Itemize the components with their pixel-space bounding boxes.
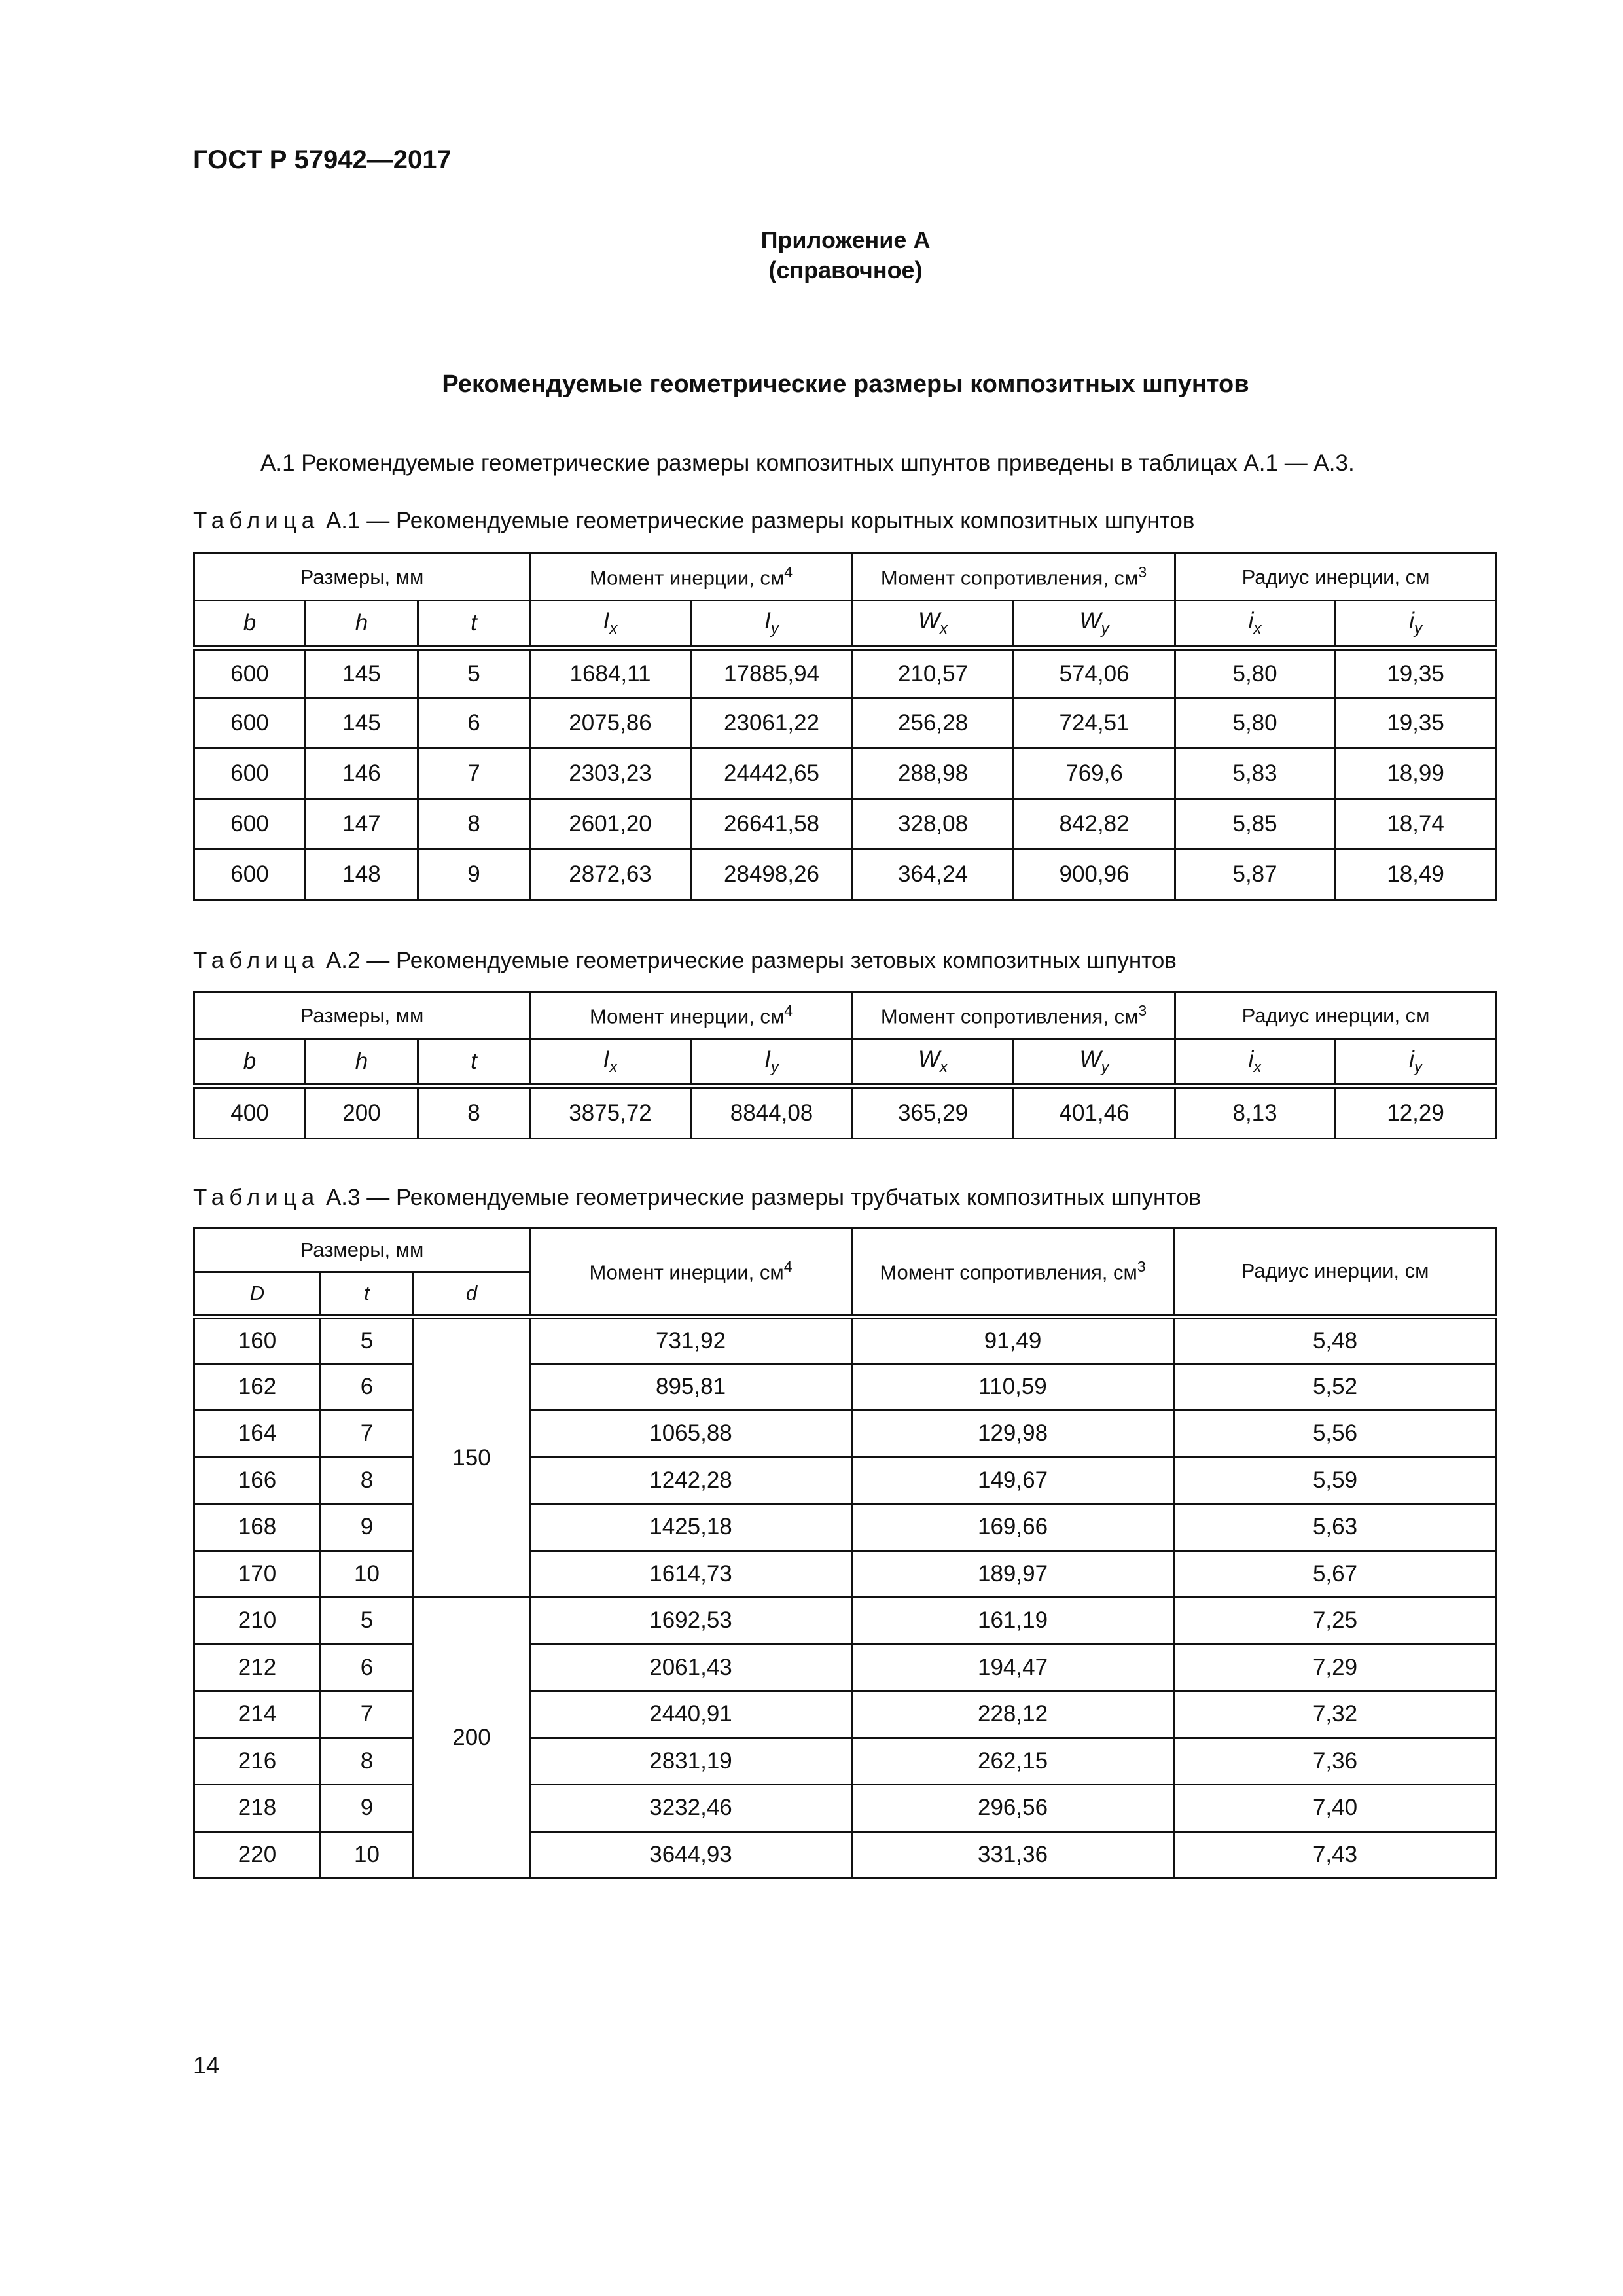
table-cell: 7,32 [1174, 1691, 1497, 1738]
table-cell: 162 [194, 1363, 321, 1410]
table-row [194, 749, 1497, 799]
table-row [194, 1598, 1497, 1645]
table-word: Таблица [193, 948, 320, 973]
table-cell: 149,67 [852, 1457, 1174, 1504]
table-cell: 17885,94 [691, 648, 853, 698]
symbol-h: h [306, 601, 418, 648]
table-cell: 600 [194, 749, 306, 799]
table-cell: 401,46 [1014, 1086, 1175, 1139]
inertia-header-text: Момент инерции, см [590, 1005, 785, 1028]
symbol-wx [853, 1039, 1014, 1086]
symbol-letter: W [1079, 1047, 1101, 1072]
table-cell: 5,80 [1175, 698, 1335, 749]
resistance-header [852, 1228, 1174, 1317]
table-cell: 574,06 [1014, 648, 1175, 698]
symbol-letter: i [1409, 1047, 1414, 1072]
table-cell: 7,40 [1174, 1785, 1497, 1832]
table-cell: 5 [418, 648, 530, 698]
symbol-letter: I [764, 608, 771, 634]
table-cell: 166 [194, 1457, 321, 1504]
table-row [194, 1644, 1497, 1691]
symbol-radius-y [1335, 601, 1497, 648]
symbol-radius-y [1335, 1039, 1497, 1086]
table-cell: 1065,88 [530, 1410, 852, 1458]
table-cell: 288,98 [853, 749, 1014, 799]
inertia-exponent: 4 [784, 1002, 793, 1020]
table-row [194, 1504, 1497, 1551]
symbol-ix [530, 1039, 691, 1086]
table-row [194, 1785, 1497, 1832]
symbol-subscript: x [940, 620, 948, 637]
table-cell: 194,47 [852, 1644, 1174, 1691]
section-title: Рекомендуемые геометрические размеры композитных шпунтов [442, 370, 1249, 398]
table-cell: 147 [306, 799, 418, 850]
symbol-letter: i [1409, 608, 1414, 634]
symbol-letter: W [1079, 608, 1101, 634]
table-row [194, 648, 1497, 698]
symbol-letter: i [1248, 608, 1254, 634]
table-a2-header-row [194, 992, 1497, 1039]
symbol-letter: I [603, 1047, 610, 1072]
symbol-subscript: y [1414, 1058, 1422, 1076]
inertia-header-text: Момент инерции, см [589, 1261, 784, 1284]
symbol-wy [1014, 1039, 1175, 1086]
symbol-d: d [414, 1272, 530, 1317]
table-a2 [193, 991, 1497, 1139]
table-cell: 5,85 [1175, 799, 1335, 850]
table-cell: 328,08 [853, 799, 1014, 850]
group-d-cell: 200 [414, 1598, 530, 1878]
symbol-radius-x [1175, 1039, 1335, 1086]
dims-header: Размеры, мм [194, 992, 530, 1039]
table-cell: 364,24 [853, 850, 1014, 900]
table-cell: 731,92 [530, 1317, 852, 1364]
table-cell: 256,28 [853, 698, 1014, 749]
table-cell: 895,81 [530, 1363, 852, 1410]
table-cell: 5 [321, 1598, 414, 1645]
symbol-D: D [194, 1272, 321, 1317]
table-cell: 6 [321, 1363, 414, 1410]
table-cell: 10 [321, 1831, 414, 1878]
table-cell: 8 [418, 1086, 530, 1139]
table-cell: 8 [418, 799, 530, 850]
inertia-exponent: 4 [783, 1257, 793, 1275]
table-row [194, 1317, 1497, 1364]
page-number: 14 [193, 2052, 220, 2079]
resistance-exponent: 3 [1137, 1257, 1146, 1275]
table-cell: 145 [306, 648, 418, 698]
table-cell: 216 [194, 1738, 321, 1785]
table-cell: 3875,72 [530, 1086, 691, 1139]
table-cell: 9 [321, 1785, 414, 1832]
symbol-letter: W [918, 608, 940, 634]
table-a3-header-row [194, 1228, 1497, 1272]
table-cell: 189,97 [852, 1551, 1174, 1598]
table-cell: 842,82 [1014, 799, 1175, 850]
radius-header: Радиус инерции, см [1175, 554, 1497, 601]
table-cell: 168 [194, 1504, 321, 1551]
table-cell: 400 [194, 1086, 306, 1139]
table-cell: 160 [194, 1317, 321, 1364]
table-row [194, 1738, 1497, 1785]
symbol-letter: I [764, 1047, 771, 1072]
table-cell: 91,49 [852, 1317, 1174, 1364]
symbol-letter: W [918, 1047, 940, 1072]
resistance-header-text: Момент сопротивления, см [880, 1261, 1137, 1284]
table-cell: 18,74 [1335, 799, 1497, 850]
table-cell: 220 [194, 1831, 321, 1878]
symbol-ix [530, 601, 691, 648]
symbol-subscript: y [1414, 620, 1422, 637]
table-cell: 600 [194, 698, 306, 749]
table-cell: 1614,73 [530, 1551, 852, 1598]
table-a1 [193, 552, 1497, 901]
symbol-subscript: y [770, 1058, 779, 1076]
table-cell: 210 [194, 1598, 321, 1645]
symbol-subscript: x [940, 1058, 948, 1076]
table-word: Таблица [193, 508, 320, 533]
symbol-subscript: x [609, 1058, 618, 1076]
table-cell: 7,25 [1174, 1598, 1497, 1645]
table-cell: 6 [321, 1644, 414, 1691]
table-cell: 7,29 [1174, 1644, 1497, 1691]
dims-header: Размеры, мм [194, 554, 530, 601]
table-cell: 8 [321, 1738, 414, 1785]
symbol-radius-x [1175, 601, 1335, 648]
table-cell: 2601,20 [530, 799, 691, 850]
table-cell: 18,99 [1335, 749, 1497, 799]
resistance-header-text: Момент сопротивления, см [880, 566, 1139, 590]
table-cell: 7 [418, 749, 530, 799]
dims-header: Размеры, мм [194, 1228, 530, 1272]
table-cell: 24442,65 [691, 749, 853, 799]
appendix-type: (справочное) [768, 257, 923, 283]
table-row [194, 850, 1497, 900]
table-a2-caption-text: А.2 — Рекомендуемые геометрические размеры зетовых композитных шпунтов [319, 948, 1177, 973]
resistance-header-text: Момент сопротивления, см [880, 1005, 1139, 1028]
table-cell: 5,63 [1174, 1504, 1497, 1551]
table-cell: 18,49 [1335, 850, 1497, 900]
radius-header: Радиус инерции, см [1174, 1228, 1497, 1317]
symbol-subscript: x [1253, 620, 1262, 637]
table-cell: 5,83 [1175, 749, 1335, 799]
resistance-exponent: 3 [1138, 1002, 1147, 1020]
table-cell: 7,36 [1174, 1738, 1497, 1785]
symbol-subscript: x [1253, 1058, 1262, 1076]
table-cell: 161,19 [852, 1598, 1174, 1645]
symbol-b: b [194, 601, 306, 648]
table-cell: 1684,11 [530, 648, 691, 698]
inertia-header-text: Момент инерции, см [590, 566, 785, 590]
table-cell: 169,66 [852, 1504, 1174, 1551]
table-row [194, 1363, 1497, 1410]
table-a1-header-row [194, 554, 1497, 601]
table-cell: 600 [194, 648, 306, 698]
table-cell: 5 [321, 1317, 414, 1364]
inertia-header [530, 1228, 852, 1317]
resistance-header [853, 554, 1175, 601]
table-row [194, 1457, 1497, 1504]
table-a1-caption [193, 508, 1194, 534]
table-cell: 769,6 [1014, 749, 1175, 799]
table-row [194, 799, 1497, 850]
symbol-letter: I [603, 608, 610, 634]
symbol-t: t [418, 1039, 530, 1086]
table-cell: 210,57 [853, 648, 1014, 698]
table-cell: 19,35 [1335, 648, 1497, 698]
table-row [194, 1831, 1497, 1878]
table-a1-symbol-row [194, 601, 1497, 648]
table-cell: 365,29 [853, 1086, 1014, 1139]
table-cell: 2831,19 [530, 1738, 852, 1785]
symbol-t: t [321, 1272, 414, 1317]
table-cell: 5,56 [1174, 1410, 1497, 1458]
table-cell: 2872,63 [530, 850, 691, 900]
table-row [194, 698, 1497, 749]
table-cell: 331,36 [852, 1831, 1174, 1878]
table-cell: 26641,58 [691, 799, 853, 850]
table-cell: 228,12 [852, 1691, 1174, 1738]
table-cell: 5,59 [1174, 1457, 1497, 1504]
table-cell: 5,80 [1175, 648, 1335, 698]
table-a2-caption [193, 948, 1177, 974]
resistance-exponent: 3 [1138, 564, 1147, 581]
table-cell: 145 [306, 698, 418, 749]
table-cell: 900,96 [1014, 850, 1175, 900]
table-cell: 200 [306, 1086, 418, 1139]
table-cell: 1425,18 [530, 1504, 852, 1551]
table-cell: 28498,26 [691, 850, 853, 900]
symbol-iy [691, 601, 853, 648]
table-cell: 110,59 [852, 1363, 1174, 1410]
symbol-h: h [306, 1039, 418, 1086]
table-cell: 7 [321, 1410, 414, 1458]
table-cell: 724,51 [1014, 698, 1175, 749]
table-cell: 8 [321, 1457, 414, 1504]
inertia-header [530, 554, 853, 601]
symbol-letter: i [1248, 1047, 1254, 1072]
appendix-title: Приложение А [760, 226, 931, 253]
table-cell: 148 [306, 850, 418, 900]
inertia-exponent: 4 [784, 564, 793, 581]
table-word: Таблица [193, 1185, 320, 1210]
symbol-subscript: y [770, 620, 779, 637]
table-row [194, 1086, 1497, 1139]
table-cell: 9 [321, 1504, 414, 1551]
table-cell: 23061,22 [691, 698, 853, 749]
table-cell: 600 [194, 850, 306, 900]
table-cell: 2075,86 [530, 698, 691, 749]
table-a3-caption [193, 1185, 1201, 1211]
document-code: ГОСТ Р 57942—2017 [193, 145, 452, 174]
table-cell: 2440,91 [530, 1691, 852, 1738]
table-cell: 600 [194, 799, 306, 850]
group-d-cell: 150 [414, 1317, 530, 1598]
table-cell: 9 [418, 850, 530, 900]
table-cell: 2303,23 [530, 749, 691, 799]
table-cell: 5,48 [1174, 1317, 1497, 1364]
symbol-t: t [418, 601, 530, 648]
table-cell: 7,43 [1174, 1831, 1497, 1878]
symbol-subscript: y [1101, 620, 1109, 637]
symbol-subscript: y [1101, 1058, 1109, 1076]
table-cell: 8,13 [1175, 1086, 1335, 1139]
table-a3 [193, 1227, 1497, 1879]
table-cell: 3644,93 [530, 1831, 852, 1878]
table-a3-caption-text: А.3 — Рекомендуемые геометрические размеры трубчатых композитных шпунтов [319, 1185, 1202, 1210]
table-a2-symbol-row [194, 1039, 1497, 1086]
table-cell: 296,56 [852, 1785, 1174, 1832]
symbol-wx [853, 601, 1014, 648]
table-cell: 170 [194, 1551, 321, 1598]
table-cell: 146 [306, 749, 418, 799]
table-cell: 1692,53 [530, 1598, 852, 1645]
table-cell: 2061,43 [530, 1644, 852, 1691]
table-row [194, 1410, 1497, 1458]
table-cell: 214 [194, 1691, 321, 1738]
table-cell: 212 [194, 1644, 321, 1691]
table-cell: 7 [321, 1691, 414, 1738]
table-row [194, 1551, 1497, 1598]
symbol-wy [1014, 601, 1175, 648]
table-cell: 1242,28 [530, 1457, 852, 1504]
resistance-header [853, 992, 1175, 1039]
symbol-b: b [194, 1039, 306, 1086]
table-cell: 164 [194, 1410, 321, 1458]
table-cell: 10 [321, 1551, 414, 1598]
table-cell: 129,98 [852, 1410, 1174, 1458]
table-row [194, 1691, 1497, 1738]
inertia-header [530, 992, 853, 1039]
intro-paragraph: А.1 Рекомендуемые геометрические размеры композитных шпунтов приведены в таблицах А.1 — А.3. [260, 450, 1355, 476]
table-cell: 3232,46 [530, 1785, 852, 1832]
table-cell: 19,35 [1335, 698, 1497, 749]
table-cell: 218 [194, 1785, 321, 1832]
symbol-subscript: x [609, 620, 618, 637]
table-cell: 12,29 [1335, 1086, 1497, 1139]
table-cell: 262,15 [852, 1738, 1174, 1785]
symbol-iy [691, 1039, 853, 1086]
table-cell: 5,67 [1174, 1551, 1497, 1598]
radius-header: Радиус инерции, см [1175, 992, 1497, 1039]
table-cell: 8844,08 [691, 1086, 853, 1139]
table-cell: 5,87 [1175, 850, 1335, 900]
table-cell: 6 [418, 698, 530, 749]
table-cell: 5,52 [1174, 1363, 1497, 1410]
table-a1-caption-text: А.1 — Рекомендуемые геометрические размеры корытных композитных шпунтов [319, 508, 1195, 533]
